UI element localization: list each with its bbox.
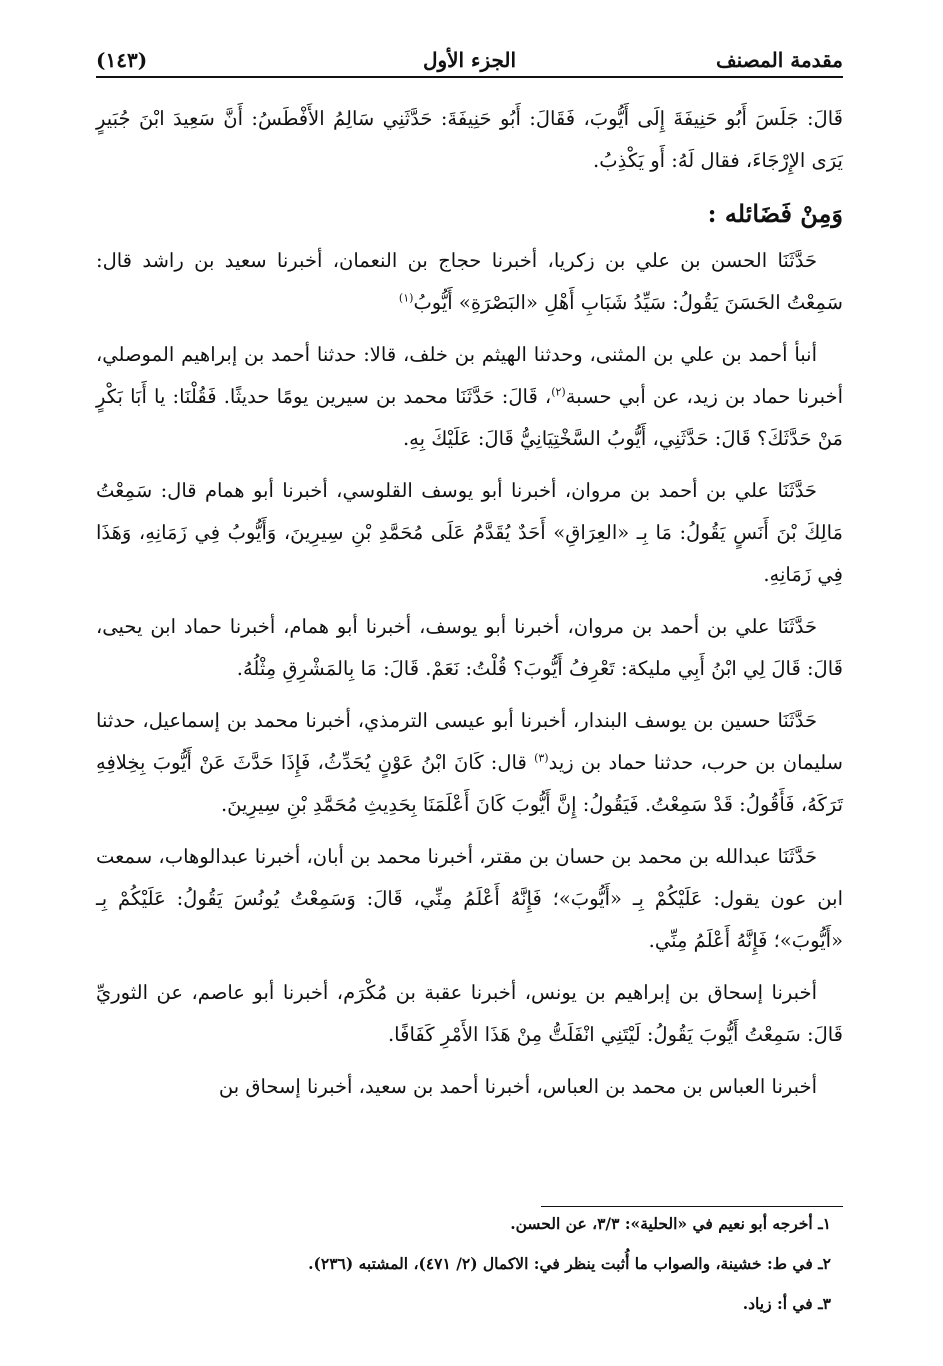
- paragraph-9: أخبرنا العباس بن محمد بن العباس، أخبرنا أحمد بن سعيد، أخبرنا إسحاق بن: [218, 1075, 817, 1098]
- footnote-1: ١ـ أخرجه أبو نعيم في «الحلية»: ٣/٣، عن الحسن.: [510, 1214, 831, 1233]
- page-number: (١٤٣): [96, 48, 148, 72]
- paragraph-2-text: حَدَّثَنَا الحسن بن علي بن زكريا، أخبرنا حجاج بن النعمان، أخبرنا سعيد بن راشد قال: سَمِعْتُ الحَسَنَ يَقُولُ: سَيِّدُ شَبَابِ أَهْلِ «البَصْرَةِ» أَيُّوبُ: [96, 249, 843, 314]
- paragraph-7: حَدَّثَنَا عبدالله بن محمد بن حسان بن مقتر، أخبرنا محمد بن أبان، أخبرنا عبدالوهاب، سمعت ابن عون يقول: عَلَيْكُمْ بِـ «أَيُّوبَ»؛ فَإِنَّهُ أَعْلَمُ مِنِّي، قَالَ: وَسَمِعْتُ يُونُسَ يَقُولُ: عَلَيْكُمْ بِـ «أَيُّوبَ»؛ فَإِنَّهُ أَعْلَمُ مِنِّي.: [96, 845, 843, 952]
- paragraph-3-text-b: ، قَالَ: حَدَّثَنَا محمد بن سيرين يومًا حديثًا. فَقُلْنَا: يا أَبَا بَكْرٍ مَنْ حَدَّثَكَ؟ قَالَ: حَدَّثَنِي، أَيُّوبُ السَّخْتِيَانِيُّ قَالَ: عَلَيْكَ بِهِ.: [96, 385, 843, 450]
- paragraph-2: [96, 240, 843, 324]
- volume-title: الجزء الأول: [422, 48, 517, 72]
- paragraph-3-text-a: أنبأ أحمد بن علي بن المثنى، وحدثنا الهيثم بن خلف، قالا: حدثنا أحمد بن إبراهيم الموصلي، أخبرنا حماد بن زيد، عن أبي حسبة: [96, 343, 843, 408]
- paragraph-6-text-b: قال: كَانَ ابْنُ عَوْنٍ يُحَدِّثُ، فَإِذَا حَدَّثَ عَنْ أَيُّوبَ بِخِلافِهِ تَرَكَهُ، فَأَقُولُ: قَدْ سَمِعْتُ. فَيَقُولُ: إِنَّ أَيُّوبَ كَانَ أَعْلَمَنَا بِحَدِيثِ مُحَمَّدِ بْنِ سِيرِينَ.: [96, 751, 843, 816]
- footnote-separator: [541, 1206, 843, 1207]
- paragraph-8: أخبرنا إسحاق بن إبراهيم بن يونس، أخبرنا عقبة بن مُكْرَم، أخبرنا أبو عاصم، عن الثوريِّ قَالَ: سَمِعْتُ أَيُّوبَ يَقُولُ: لَيْتَنِي انْفَلَتُّ مِنْ هَذَا الأَمْرِ كَفَافًا.: [96, 981, 843, 1046]
- paragraph-3: [96, 334, 843, 460]
- section-title: مقدمة المصنف: [715, 48, 843, 72]
- footnotes: [96, 1214, 831, 1334]
- footnote-ref-2: (٢): [551, 385, 566, 399]
- footnote-ref-3: (٣): [534, 751, 549, 765]
- section-heading: وَمِنْ فَضَائله :: [707, 199, 843, 228]
- paragraph-1: قَالَ: جَلَسَ أَبُو حَنِيفَةَ إِلَى أَيُّوبَ، فَقَالَ: أَبُو حَنِيفَةَ: حَدَّثَنِي سَالِمُ الأَفْطَسُ: أَنَّ سَعِيدَ ابْنَ جُبَيرٍ يَرَى الإِرْجَاءَ، فقال لَهُ: أَو يَكْذِبُ.: [96, 107, 843, 172]
- page-header: [96, 42, 843, 78]
- paragraph-6-text-a: حَدَّثَنَا حسين بن يوسف البندار، أخبرنا أبو عيسى الترمذي، أخبرنا محمد بن إسماعيل، حدثنا سليمان بن حرب، حدثنا حماد بن زيد: [96, 709, 843, 774]
- paragraph-5: حَدَّثَنَا علي بن أحمد بن مروان، أخبرنا أبو يوسف، أخبرنا أبو همام، أخبرنا حماد ابن يحيى، قَالَ: قَالَ لِي ابْنُ أَبِي مليكة: تَعْرِفُ أَيُّوبَ؟ قُلْتُ: نَعَمْ. قَالَ: مَا بِالمَشْرِقِ مِثْلُهُ.: [96, 615, 843, 680]
- paragraph-4: حَدَّثَنَا علي بن أحمد بن مروان، أخبرنا أبو يوسف القلوسي، أخبرنا أبو همام قال: سَمِعْتُ مَالِكَ بْنَ أَنَسٍ يَقُولُ: مَا بِـ «العِرَاقِ» أَحَدٌ يُقَدَّمُ عَلَى مُحَمَّدِ بْنِ سِيرِينَ، وَأَيُّوبُ فِي زَمَانِهِ، وَهَذَا فِي زَمَانِهِ.: [96, 479, 843, 586]
- footnote-ref-1: (١): [398, 291, 414, 305]
- footnote-3: ٣ـ في أ: زياد.: [742, 1294, 831, 1313]
- paragraph-6: [96, 700, 843, 826]
- main-text: [96, 98, 843, 1118]
- header-rule: [96, 76, 843, 78]
- footnote-2: ٢ـ في ط: خشينة، والصواب ما أُثبت ينظر في: الاكمال (٢/ ٤٧١)، المشتبه (٢٣٦).: [308, 1254, 831, 1273]
